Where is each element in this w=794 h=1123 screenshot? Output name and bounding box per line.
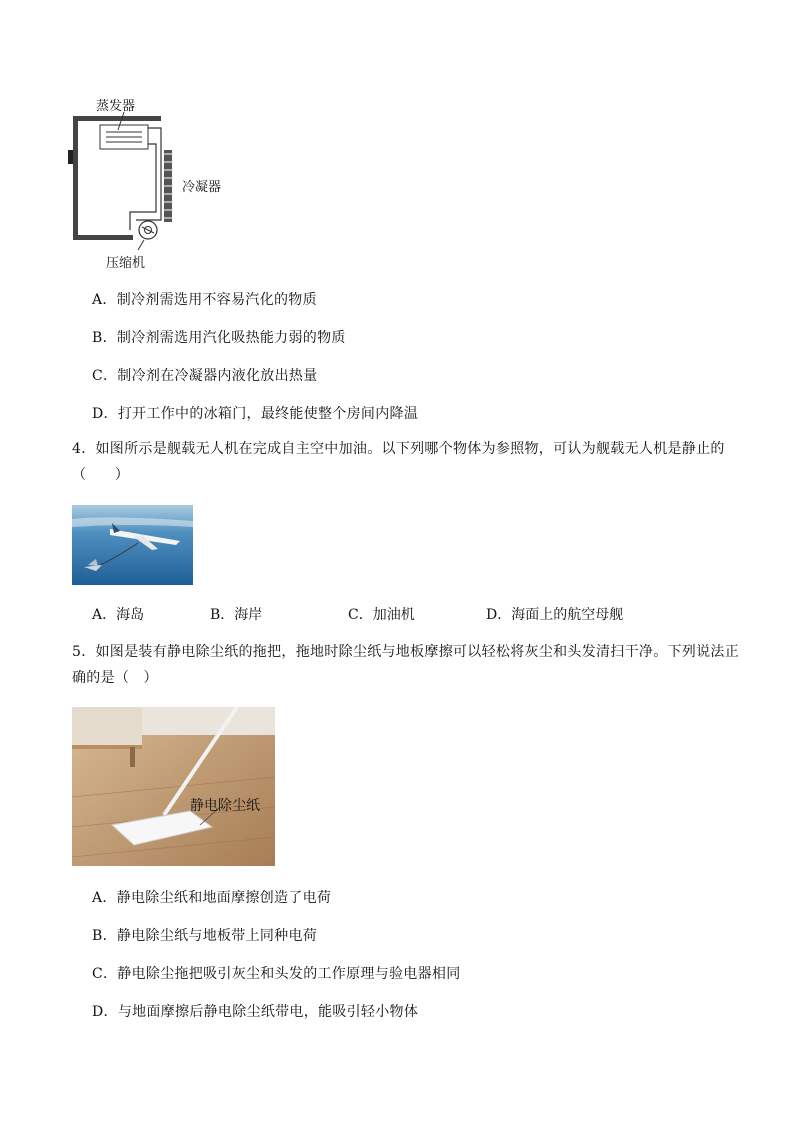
cabinet-top-wall [73, 116, 161, 121]
q3-option-d[interactable]: D．打开工作中的冰箱门，最终能使整个房间内降温 [92, 406, 419, 422]
label-condenser: 冷凝器 [182, 180, 222, 195]
q4-option-c[interactable]: C．加油机 [348, 607, 415, 623]
cabinet-left-wall [73, 116, 78, 240]
q3-option-c[interactable]: C．制冷剂在冷凝器内液化放出热量 [92, 368, 318, 384]
q4-option-d[interactable]: D．海面上的航空母舰 [486, 607, 624, 623]
mop-photo [72, 707, 275, 866]
q5-stem-line2: 确的是（ ） [72, 670, 158, 686]
mop-photo-label: 静电除尘纸 [190, 798, 260, 814]
cabinet [72, 707, 142, 747]
q3-option-b[interactable]: B．制冷剂需选用汽化吸热能力弱的物质 [92, 330, 346, 346]
evaporator-coils [106, 132, 142, 142]
q5-option-c[interactable]: C．静电除尘拖把吸引灰尘和头发的工作原理与验电器相同 [92, 966, 461, 982]
mop-photo-svg [72, 707, 275, 866]
q4-option-b[interactable]: B．海岸 [210, 607, 263, 623]
label-evaporator: 蒸发器 [96, 99, 136, 114]
q5-stem [72, 639, 740, 691]
q3-option-a[interactable]: A．制冷剂需选用不容易汽化的物质 [92, 292, 317, 308]
q4-option-a[interactable]: A．海岛 [92, 607, 145, 623]
cabinet-bottom-wall [73, 235, 133, 240]
q4-stem [72, 436, 725, 488]
door-handle [68, 150, 73, 164]
pipe-inner [130, 144, 156, 230]
label-compressor: 压缩机 [106, 256, 146, 271]
refueling-photo [72, 505, 193, 585]
cabinet-leg [130, 747, 135, 767]
q5-option-b[interactable]: B．静电除尘纸与地板带上同种电荷 [92, 928, 318, 944]
q4-stem-line1: 4．如图所示是舰载无人机在完成自主空中加油。以下列哪个物体为参照物，可认为舰载无人机是静止的 [72, 441, 725, 457]
refrigerator-diagram [66, 92, 246, 272]
refueling-photo-svg [72, 505, 193, 585]
q5-stem-line1: 5．如图是装有静电除尘纸的拖把，拖地时除尘纸与地板摩擦可以轻松将灰尘和头发清扫干净。下列说法正 [72, 644, 740, 660]
sea-background [72, 505, 193, 585]
q5-option-d[interactable]: D．与地面摩擦后静电除尘纸带电，能吸引轻小物体 [92, 1004, 419, 1020]
compressor-pointer [138, 240, 144, 250]
q5-option-a[interactable]: A．静电除尘纸和地面摩擦创造了电荷 [92, 890, 332, 906]
q4-stem-line2: （ ） [72, 467, 130, 483]
